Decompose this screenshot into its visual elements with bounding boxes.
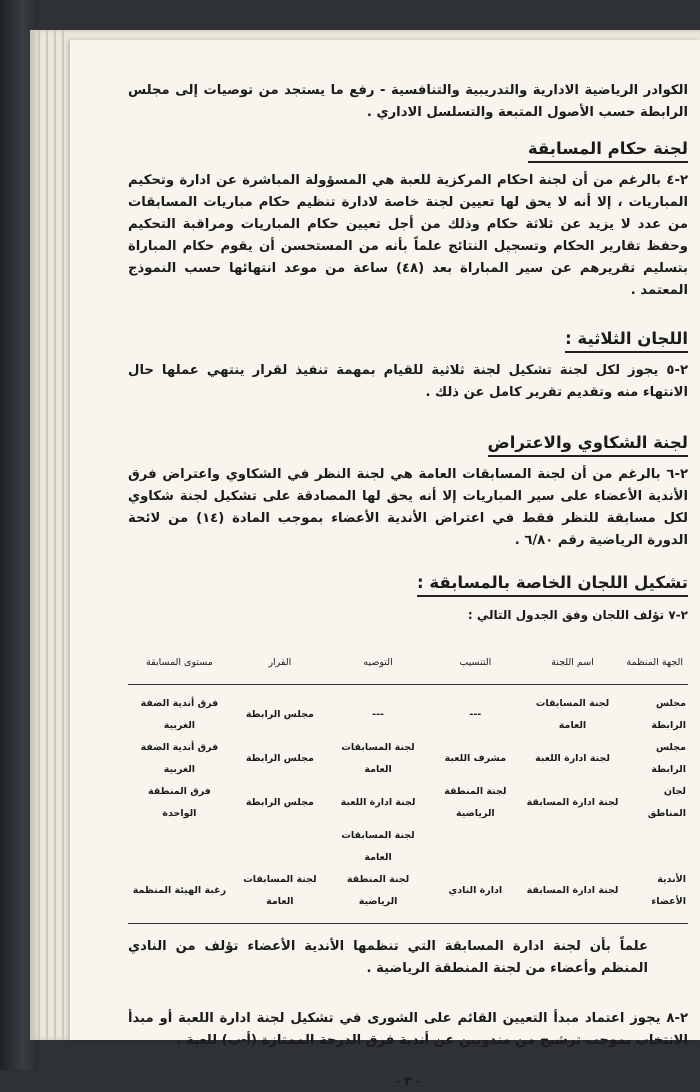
page-content — [128, 80, 688, 1092]
table-row — [128, 693, 688, 737]
table-cell: --- — [469, 709, 482, 720]
table-cell: لجنة ادارة اللعبة — [340, 797, 416, 808]
table-cell: مجلس الرابطة — [245, 709, 314, 720]
committees-table — [128, 648, 688, 913]
after-table-note: علماً بأن لجنة ادارة المسابقة التي تنظمها الأندية الأعضاء تؤلف من النادي المنظم وأعضاء من لجنة المنطقة الرياضية . — [128, 939, 648, 976]
clause-2-5: ٢-٥ يجوز لكل لجنة تشكيل لجنة ثلاثية للقيام بمهمة تنفيذ لقرار ينتهي عملها حال الانتهاء منه وتقديم تقرير كامل عن ذلك . — [128, 363, 688, 400]
clause-2-7: ٢-٧ تؤلف اللجان وفق الجدول التالي : — [467, 608, 688, 622]
table-cell — [622, 825, 688, 869]
table-row — [128, 825, 688, 869]
table-cell: لجنة المنطقة الرياضية — [346, 874, 410, 907]
table-cell: لجنة ادارة اللعبة — [535, 753, 610, 764]
page-number: - ٣ - — [395, 1074, 421, 1088]
table-header-row — [128, 648, 688, 685]
table-row — [128, 869, 688, 913]
clause-2-6: ٢-٦ بالرغم من أن لجنة المسابقات العامة هي لجنة النظر في الشكاوي واعتراض فرق الأندية الأعضاء على سير المباريات إلا أنه يحق لها المصادقة على تشكيل لجنة شكاوي لكل مسابقة للنظر فقط في اعتراض الأندية الأعضاء بموجب المادة (١٤) من لائحة الدورة الرياضية رقم ٦/٨٠ . — [128, 467, 688, 548]
section-title-complaints: لجنة الشكاوي والاعتراض — [488, 432, 688, 457]
table-cell: فرق المنطقة الواحدة — [147, 786, 211, 819]
table-cell: مجلس الرابطة — [245, 797, 314, 808]
table-cell: لجان المناطق — [647, 786, 686, 819]
table-cell: لجنة المنطقة الرياضية — [444, 786, 507, 819]
section-header — [128, 572, 688, 598]
intro-paragraph: الكوادر الرياضية الادارية والتدريبية والتنافسية - رفع ما يستجد من توصيات إلى مجلس الرابطة حسب الأصول المتبعة والتسلسل الاداري . — [128, 83, 688, 120]
section-header — [128, 138, 688, 164]
table-cell: فرق أندية الضفة الغربية — [140, 742, 219, 775]
table-header: اسم اللجنة — [523, 648, 621, 685]
table-row — [128, 781, 688, 825]
table-cell: فرق أندية الضفة الغربية — [140, 698, 219, 731]
clause-2-8: ٢-٨ يجوز اعتماد مبدأ التعيين القائم على الشورى في تشكيل لجنة ادارة اللعبة أو مبدأ الانتخاب بموجب ترشيح من مندوبين عن أندية فرق الدرجة الممتازة (أ-ب) للعبة . — [128, 1011, 688, 1048]
table-row — [128, 737, 688, 781]
table-cell: مجلس الرابطة — [245, 753, 314, 764]
table-header: مستوى المسابقة — [128, 648, 231, 685]
table-cell: لجنة المسابقات العامة — [243, 874, 317, 907]
section-title-committees: تشكيل اللجان الخاصة بالمسابقة : — [417, 572, 688, 597]
table-header: الجهة المنظمة — [622, 648, 688, 685]
table-cell — [523, 825, 621, 869]
section-header — [128, 328, 688, 354]
document-page — [70, 40, 700, 1088]
table-cell: لجنة المسابقات العامة — [341, 830, 415, 863]
table-cell: مجلس الرابطة — [651, 698, 686, 731]
table-cell: لجنة المسابقات العامة — [341, 742, 415, 775]
table-cell: --- — [372, 709, 384, 720]
table-cell: مجلس الرابطة — [651, 742, 686, 775]
section-title-tripartite: اللجان الثلاثية : — [565, 328, 688, 353]
table-header: التنسيب — [427, 648, 523, 685]
clause-2-4: ٢-٤ بالرغم من أن لجنة احكام المركزية للعبة هي المسؤولة المباشرة عن ادارة وتحكيم المباريات ، إلا أنه لا يحق لها تعيين لجنة خاصة لادارة تنظيم حكام مباريات المسابقات من عدد لا يزيد عن ثلاثة حكام وذلك من أجل تعيين حكام المباريات ومراقبة التحكيم وحفظ تقارير الحكام وتسجيل النتائج علماً بأنه من المستحسن أن يقوم حكام المباراة بتسليم تقريرهم عن سير المباراة بعد (٤٨) ساعة من موعد انتهائها حسب النموذج المعتمد . — [128, 173, 688, 298]
table-header: القرار — [231, 648, 329, 685]
section-title-referees: لجنة حكام المسابقة — [528, 138, 688, 163]
table-cell — [427, 825, 523, 869]
table-cell: لجنة ادارة المسابقة — [526, 885, 619, 896]
table-cell — [231, 825, 329, 869]
table-cell: لجنة ادارة المسابقة — [526, 797, 619, 808]
table-cell: الأندية الأعضاء — [651, 874, 686, 907]
table-cell: رغبة الهيئة المنظمة — [132, 885, 227, 896]
table-bottom-rule — [128, 923, 688, 924]
table-cell: ادارة النادي — [448, 885, 503, 896]
table-cell: لجنة المسابقات العامة — [535, 698, 610, 731]
table-header: التوصيه — [329, 648, 427, 685]
table-cell — [128, 825, 231, 869]
section-header — [128, 432, 688, 458]
table-cell: مشرف اللعبة — [444, 753, 507, 764]
